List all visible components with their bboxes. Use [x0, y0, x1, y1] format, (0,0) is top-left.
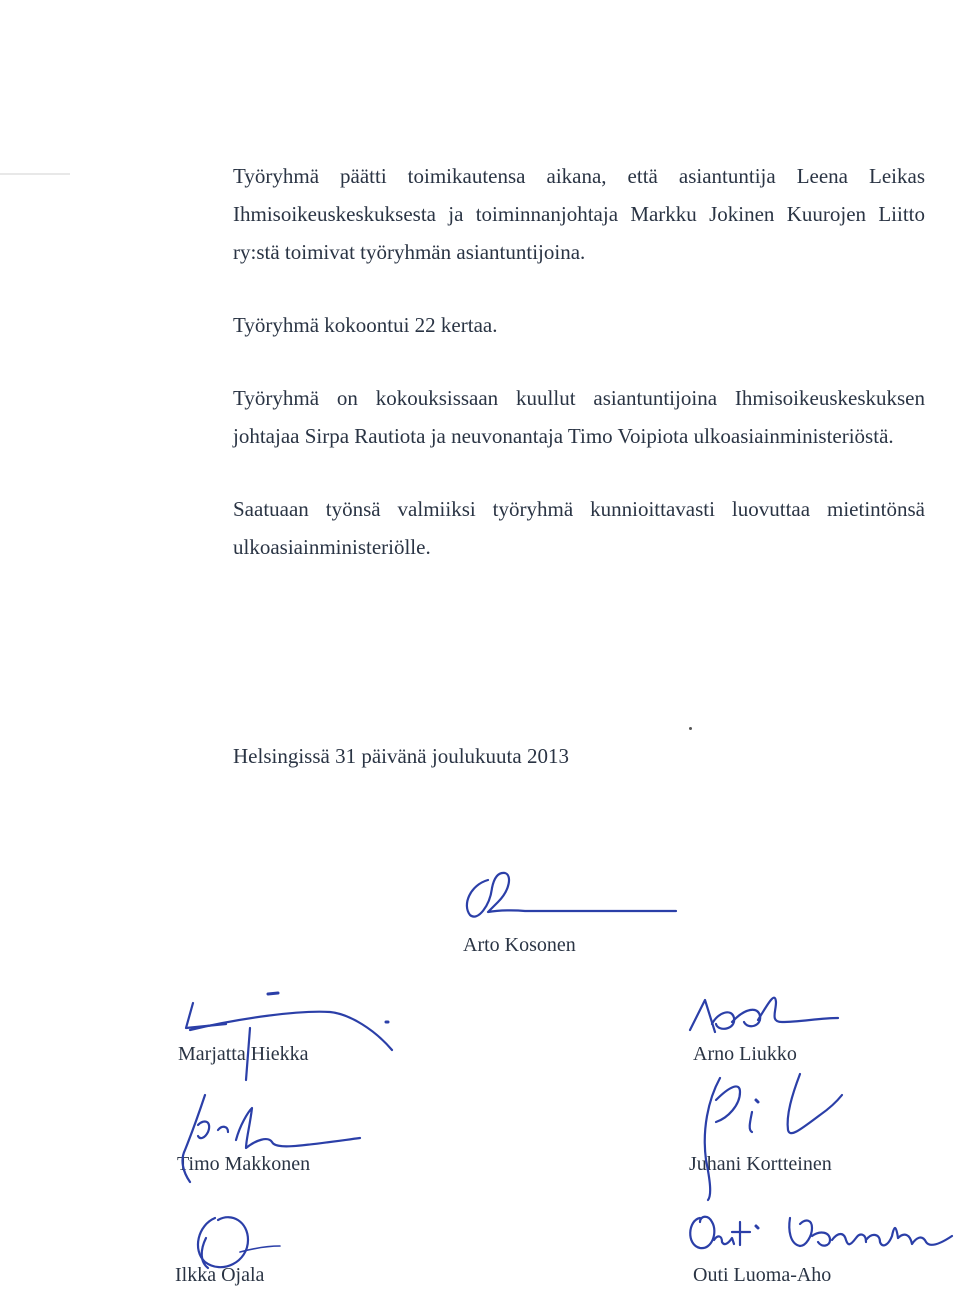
signatory-name-4: Juhani Kortteinen: [689, 1153, 832, 1175]
signature-5: [198, 1217, 280, 1268]
signatory-name-chair: Arto Kosonen: [463, 934, 576, 956]
paragraph-handover: Saatuaan työnsä valmiiksi työryhmä kunnioittavasti luovuttaa mietintönsä ulkoasiainministeriölle.: [233, 497, 925, 559]
signatory-name-6: Outi Luoma-Aho: [693, 1264, 832, 1286]
signature-2: [690, 998, 838, 1032]
signatory-name-3: Timo Makkonen: [177, 1153, 311, 1175]
signatory-name-5: Ilkka Ojala: [175, 1264, 265, 1286]
paragraph-meetings: Työryhmä kokoontui 22 kertaa.: [233, 313, 498, 337]
stray-dot: [689, 727, 692, 730]
signature-1: [186, 993, 392, 1080]
signature-4: [705, 1074, 842, 1200]
place-date: Helsingissä 31 päivänä joulukuuta 2013: [233, 744, 569, 768]
paragraph-hearings: Työryhmä on kokouksissaan kuullut asiantuntijoina Ihmisoikeuskeskuksen johtajaa Sirpa Rautiota ja neuvonantaja Timo Voipiota ulkoasiainministeriöstä.: [233, 386, 925, 448]
signature-6: [690, 1217, 952, 1248]
signatory-name-1: Marjatta Hiekka: [178, 1043, 309, 1065]
paragraph-experts: Työryhmä päätti toimikautensa aikana, että asiantuntija Leena Leikas Ihmisoikeuskeskuksesta ja toiminnanjohtaja Markku Jokinen Kuurojen Liitto ry:stä toimivat työryhmän asiantuntijoina.: [233, 164, 925, 264]
signature-chair: [467, 873, 676, 917]
signatory-name-2: Arno Liukko: [693, 1043, 797, 1065]
scan-edge-mark: [0, 173, 70, 175]
